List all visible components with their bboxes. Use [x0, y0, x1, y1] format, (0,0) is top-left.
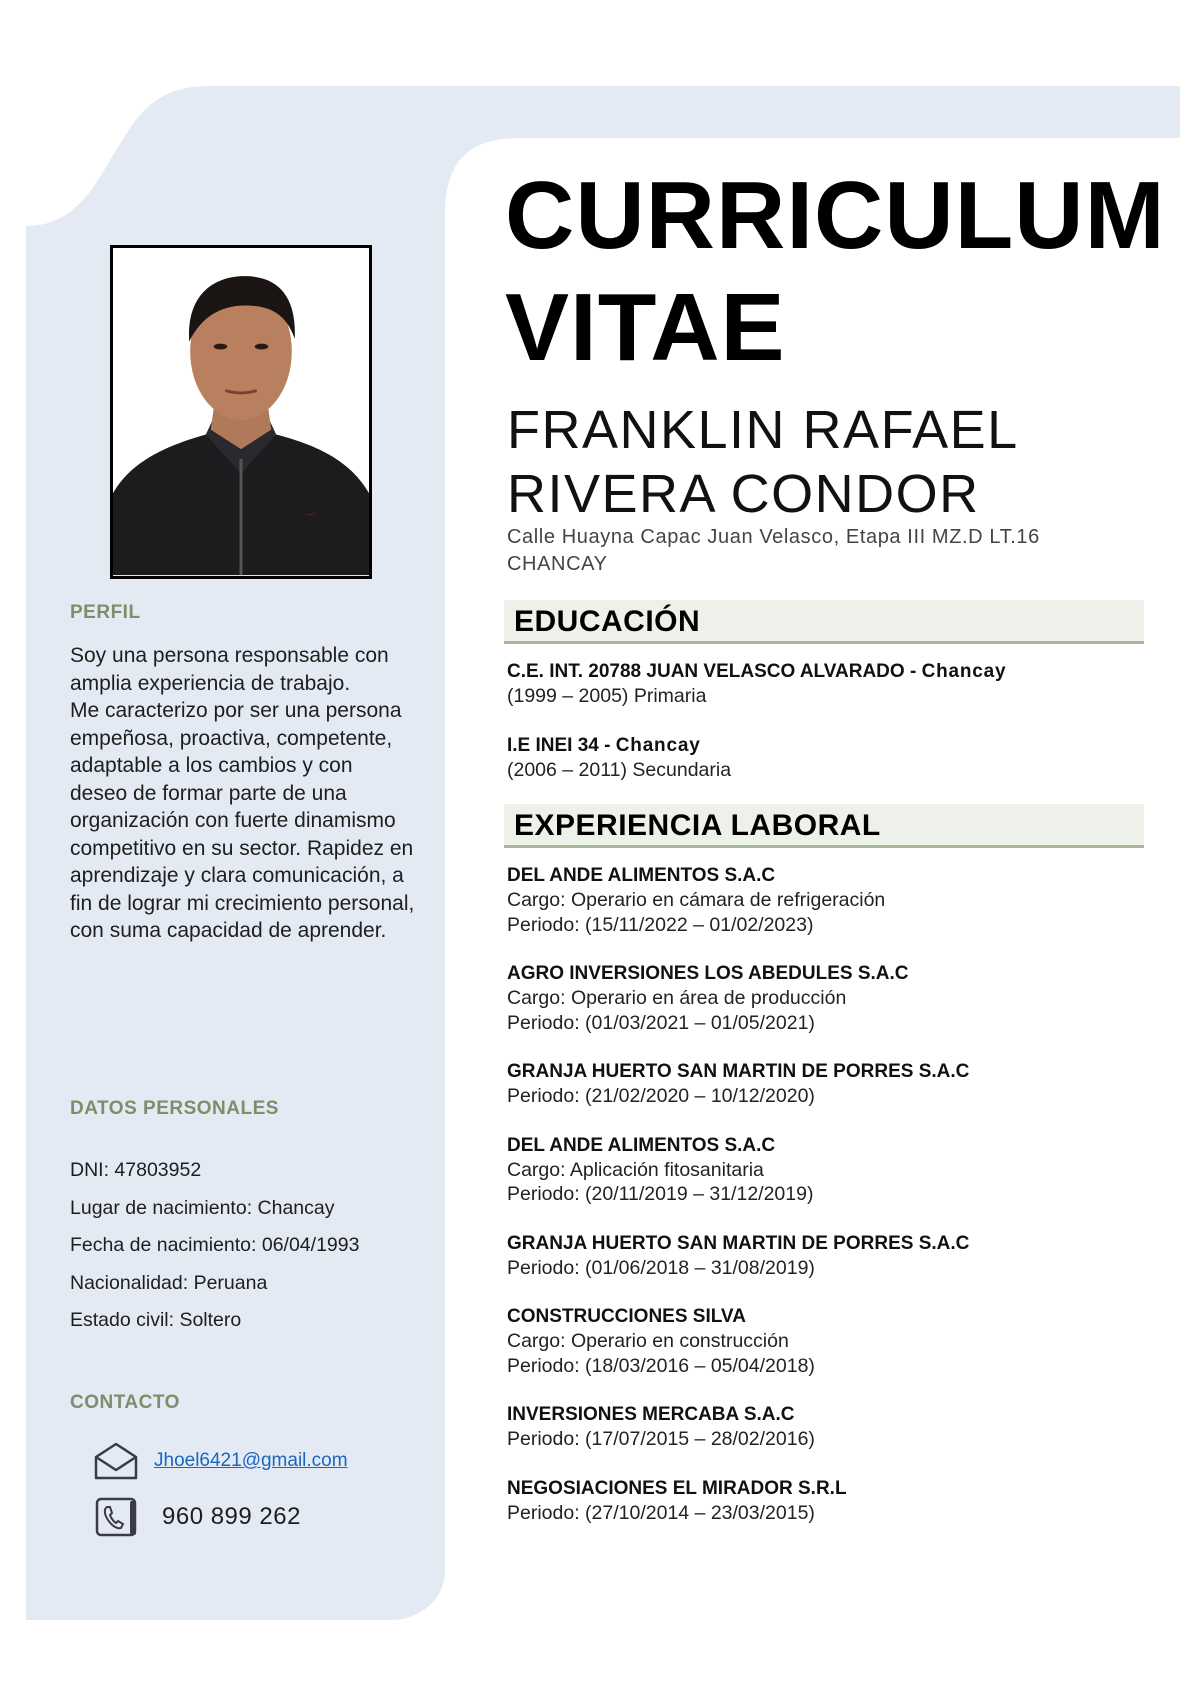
profile-paragraph-1: Soy una persona responsable con amplia experiencia de trabajo.	[70, 644, 389, 695]
email-link[interactable]: Jhoel6421@gmail.com	[154, 1450, 348, 1471]
school-name: I.E INEI 34 -	[507, 734, 616, 756]
contact-email-row	[92, 1440, 348, 1482]
personal-birthplace: Lugar de nacimiento: Chancay	[70, 1196, 335, 1219]
company-name: AGRO INVERSIONES LOS ABEDULES S.A.C	[507, 963, 909, 984]
education-org	[507, 660, 1167, 684]
person-portrait-image	[113, 248, 369, 576]
education-list	[507, 660, 1167, 807]
candidate-name	[507, 398, 1187, 526]
document-title	[505, 160, 1185, 384]
experience-item	[507, 1477, 1167, 1526]
envelope-icon	[92, 1440, 140, 1482]
job-period: Periodo: (18/03/2016 – 05/04/2018)	[507, 1354, 815, 1377]
personal-birthdate: Fecha de nacimiento: 06/04/1993	[70, 1234, 360, 1256]
job-period: Periodo: (01/06/2018 – 31/08/2019)	[507, 1256, 815, 1279]
education-heading: EDUCACIÓN	[504, 600, 1144, 644]
name-line-1: FRANKLIN RAFAEL	[507, 400, 1019, 460]
company-name: INVERSIONES MERCABA S.A.C	[507, 1404, 795, 1425]
contact-heading: CONTACTO	[70, 1392, 180, 1413]
experience-item	[507, 962, 1167, 1035]
address-line-2: CHANCAY	[507, 553, 608, 575]
job-period: Periodo: (27/10/2014 – 23/03/2015)	[507, 1501, 815, 1524]
name-line-2: RIVERA CONDOR	[507, 464, 980, 524]
phone-icon	[92, 1496, 140, 1538]
company-name: NEGOSIACIONES EL MIRADOR S.R.L	[507, 1477, 847, 1499]
job-position: Cargo: Operario en área de producción	[507, 987, 847, 1009]
experience-list	[507, 864, 1167, 1550]
job-period: Periodo: (15/11/2022 – 01/02/2023)	[507, 913, 814, 936]
personal-civil-status: Estado civil: Soltero	[70, 1309, 242, 1331]
education-detail: (1999 – 2005) Primaria	[507, 685, 707, 707]
contact-phone-row	[92, 1496, 301, 1538]
experience-heading: EXPERIENCIA LABORAL	[504, 804, 1144, 848]
phone-number: 960 899 262	[162, 1503, 301, 1530]
profile-paragraph-2: Me caracterizo por ser una persona empeñosa, proactiva, competente, adaptable a los cambios y con deseo de formar parte de una organización con fuerte dinamismo competitivo en su sector. Rapidez en aprendizaje y clara comunicación, a fin de lograr mi crecimiento personal, con suma capacidad de aprender.	[70, 699, 415, 942]
experience-item	[507, 1403, 1167, 1452]
profile-text	[70, 642, 415, 945]
job-position: Cargo: Operario en construcción	[507, 1330, 789, 1352]
address	[507, 524, 1167, 578]
personal-nationality: Nacionalidad: Peruana	[70, 1271, 268, 1294]
address-line-1: Calle Huayna Capac Juan Velasco, Etapa III MZ.D LT.16	[507, 526, 1040, 548]
school-name: C.E. INT. 20788 JUAN VELASCO ALVARADO -	[507, 661, 922, 682]
personal-dni: DNI: 47803952	[70, 1159, 202, 1181]
title-line-2: VITAE	[505, 274, 786, 381]
company-name: DEL ANDE ALIMENTOS S.A.C	[507, 865, 776, 886]
experience-item	[507, 1060, 1167, 1109]
title-line-1: CURRICULUM	[505, 162, 1166, 269]
company-name: GRANJA HUERTO SAN MARTIN DE PORRES S.A.C	[507, 1061, 970, 1082]
profile-photo	[110, 245, 372, 579]
experience-item	[507, 1305, 1167, 1378]
experience-item	[507, 1134, 1167, 1207]
job-position: Cargo: Operario en cámara de refrigeración	[507, 889, 886, 911]
education-org	[507, 734, 1167, 758]
job-period: Periodo: (01/03/2021 – 01/05/2021)	[507, 1011, 815, 1034]
profile-heading: PERFIL	[70, 602, 141, 623]
company-name: CONSTRUCCIONES SILVA	[507, 1306, 746, 1327]
experience-item	[507, 1232, 1167, 1281]
job-period: Periodo: (17/07/2015 – 28/02/2016)	[507, 1428, 815, 1450]
job-period: Periodo: (21/02/2020 – 10/12/2020)	[507, 1085, 815, 1107]
education-detail: (2006 – 2011) Secundaria	[507, 758, 732, 781]
education-item	[507, 660, 1167, 709]
school-location: Chancay	[615, 734, 701, 756]
job-period: Periodo: (20/11/2019 – 31/12/2019)	[507, 1183, 814, 1205]
personal-data-list	[70, 1158, 415, 1346]
company-name: DEL ANDE ALIMENTOS S.A.C	[507, 1134, 776, 1156]
job-position: Cargo: Aplicación fitosanitaria	[507, 1158, 764, 1181]
personal-data-heading: DATOS PERSONALES	[70, 1098, 279, 1119]
school-location: Chancay	[921, 661, 1007, 682]
experience-item	[507, 864, 1167, 937]
company-name: GRANJA HUERTO SAN MARTIN DE PORRES S.A.C	[507, 1232, 970, 1254]
education-item	[507, 734, 1167, 783]
